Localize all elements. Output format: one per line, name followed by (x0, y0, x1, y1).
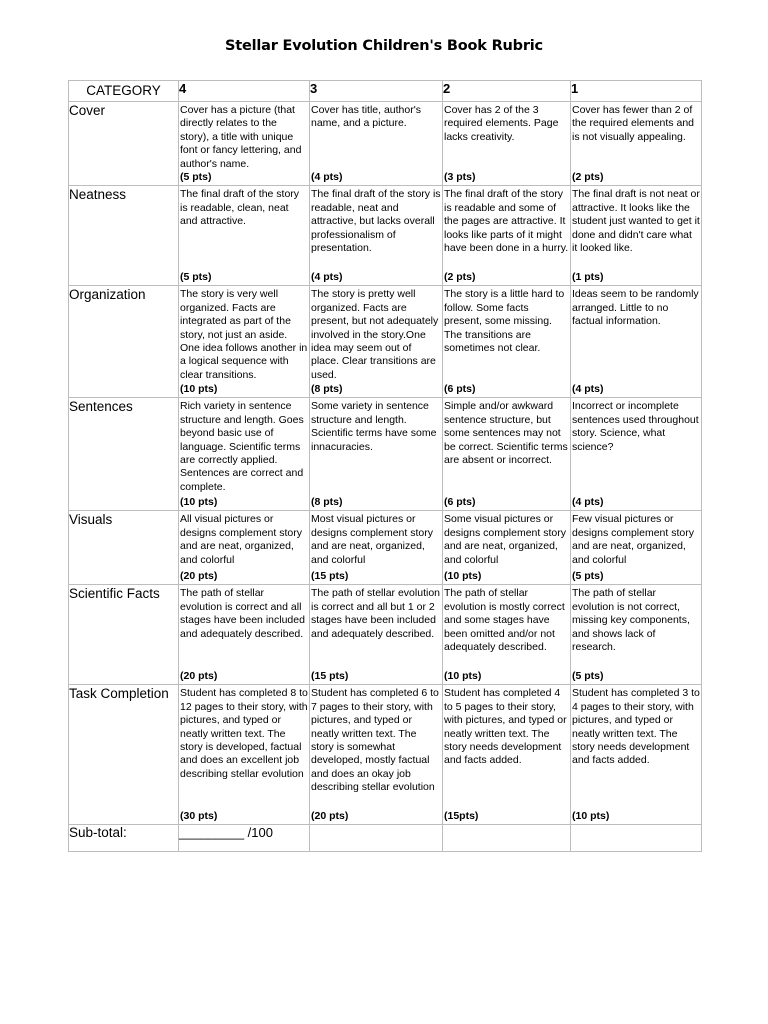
subtotal-empty-cell (571, 825, 702, 852)
table-row (69, 398, 702, 511)
category-label: Visuals (69, 511, 179, 585)
rubric-cell (571, 102, 702, 186)
rubric-cell (179, 102, 310, 186)
level-header-3: 3 (310, 81, 443, 102)
category-header: CATEGORY (69, 81, 179, 102)
document-title: Stellar Evolution Children's Book Rubric (225, 38, 543, 54)
criterion-description: The final draft of the story is readable and some of the pages are attractive. It looks like parts of it might have been done in a hurry. (444, 188, 569, 255)
rubric-cell (443, 511, 571, 585)
criterion-points: (4 pts) (572, 383, 604, 396)
rubric-cell-content (571, 186, 701, 285)
rubric-cell-content (310, 186, 442, 285)
level-header-2: 2 (443, 81, 571, 102)
criterion-points: (15 pts) (311, 670, 349, 683)
criterion-description: Some visual pictures or designs complement story and are neat, organized, and colorful (444, 513, 566, 566)
rubric-cell-content (571, 286, 701, 397)
criterion-description: Cover has title, author's name, and a picture. (311, 104, 421, 130)
category-label: Cover (69, 102, 179, 186)
criterion-description: Most visual pictures or designs complement story and are neat, organized, and colorful (311, 513, 433, 566)
subtotal-empty-cell (310, 825, 443, 852)
rubric-cell (443, 186, 571, 286)
rubric-cell-content (443, 102, 570, 185)
rubric-cell-content (179, 398, 309, 510)
rubric-cell (310, 585, 443, 685)
criterion-points: (5 pts) (180, 171, 212, 184)
subtotal-empty-cell (443, 825, 571, 852)
rubric-cell-content (310, 585, 442, 684)
subtotal-label: Sub-total: (69, 825, 179, 852)
criterion-description: Cover has a picture (that directly relates to the story), a title with unique font or fancy lettering, and author's name. (180, 104, 302, 170)
criterion-points: (10 pts) (444, 670, 482, 683)
criterion-points: (5 pts) (572, 670, 604, 683)
category-label: Scientific Facts (69, 585, 179, 685)
rubric-cell-content (571, 511, 701, 584)
criterion-points: (10 pts) (444, 570, 482, 583)
criterion-points: (3 pts) (444, 171, 476, 184)
category-label: Neatness (69, 186, 179, 286)
rubric-cell (310, 286, 443, 398)
rubric-cell-content (571, 685, 701, 824)
rubric-cell (443, 685, 571, 825)
criterion-description: The final draft of the story is readable, clean, neat and attractive. (180, 188, 300, 228)
table-row (69, 685, 702, 825)
criterion-description: The story is very well organized. Facts are integrated as part of the story, not just an aside. One idea follows another in a logical sequence with clear transitions. (180, 288, 308, 381)
rubric-cell-content (443, 286, 570, 397)
rubric-cell (571, 685, 702, 825)
criterion-description: Ideas seem to be randomly arranged. Little to no factual information. (572, 288, 699, 328)
criterion-description: The final draft is not neat or attractive. It looks like the student just wanted to get it done and didn't care what it looked like. (572, 188, 700, 255)
rubric-cell-content (310, 685, 442, 824)
level-header-1: 1 (571, 81, 702, 102)
header-row (69, 81, 702, 102)
criterion-points: (20 pts) (311, 810, 349, 823)
rubric-cell (179, 286, 310, 398)
criterion-points: (4 pts) (572, 496, 604, 509)
criterion-points: (10 pts) (180, 496, 218, 509)
rubric-cell (571, 286, 702, 398)
rubric-cell (310, 102, 443, 186)
rubric-cell-content (571, 398, 701, 510)
criterion-points: (4 pts) (311, 171, 343, 184)
rubric-cell-content (179, 511, 309, 584)
rubric-cell-content (571, 585, 701, 684)
rubric-cell (443, 585, 571, 685)
criterion-points: (4 pts) (311, 271, 343, 284)
rubric-cell (179, 398, 310, 511)
criterion-points: (1 pts) (572, 271, 604, 284)
rubric-table (68, 80, 702, 852)
rubric-cell (443, 286, 571, 398)
criterion-points: (20 pts) (180, 670, 218, 683)
rubric-cell (571, 186, 702, 286)
criterion-description: Student has completed 4 to 5 pages to their story, with pictures, and typed or neatly written text. The story needs development and facts added. (444, 687, 567, 767)
rubric-cell (571, 585, 702, 685)
criterion-description: The final draft of the story is readable, neat and attractive, but lacks overall professionalism of presentation. (311, 188, 441, 255)
criterion-description: Student has completed 6 to 7 pages to their story, with pictures, and typed or neatly written text. The story is somewhat developed, mostly factual and does an okay job describing stellar evolution (311, 687, 439, 794)
rubric-cell-content (310, 286, 442, 397)
criterion-points: (15pts) (444, 810, 479, 823)
subtotal-row (69, 825, 702, 852)
criterion-points: (5 pts) (180, 271, 212, 284)
rubric-cell (310, 685, 443, 825)
criterion-description: The path of stellar evolution is correct and all stages have been included and adequately described. (180, 587, 305, 640)
criterion-points: (30 pts) (180, 810, 218, 823)
rubric-cell (310, 511, 443, 585)
criterion-description: The path of stellar evolution is mostly correct and some stages have been omitted and/or not adequately described. (444, 587, 565, 654)
criterion-points: (8 pts) (311, 383, 343, 396)
criterion-points: (6 pts) (444, 383, 476, 396)
rubric-cell (443, 102, 571, 186)
rubric-cell-content (179, 685, 309, 824)
criterion-points: (10 pts) (180, 383, 218, 396)
rubric-cell (443, 398, 571, 511)
criterion-description: The story is pretty well organized. Facts are present, but not adequately involved in the story.One idea may seem out of place. Clear transitions are used. (311, 288, 439, 381)
rubric-cell (571, 511, 702, 585)
rubric-cell-content (443, 685, 570, 824)
rubric-cell-content (443, 186, 570, 285)
criterion-points: (20 pts) (180, 570, 218, 583)
category-label: Organization (69, 286, 179, 398)
criterion-description: Few visual pictures or designs complement story and are neat, organized, and colorful (572, 513, 694, 566)
criterion-description: Student has completed 8 to 12 pages to their story, with pictures, and typed or neatly written text. The story is developed, factual and does an excellent job describing stellar evolution (180, 687, 308, 780)
criterion-description: Student has completed 3 to 4 pages to their story, with pictures, and typed or neatly written text. The story needs development and facts added. (572, 687, 700, 767)
rubric-cell-content (443, 398, 570, 510)
rubric-cell-content (310, 511, 442, 584)
criterion-description: All visual pictures or designs complement story and are neat, organized, and colorful (180, 513, 302, 566)
rubric-cell (310, 186, 443, 286)
rubric-cell-content (571, 102, 701, 185)
criterion-description: Simple and/or awkward sentence structure, but some sentences may not be correct. Scientific terms are absent or incorrect. (444, 400, 568, 467)
rubric-cell (179, 685, 310, 825)
criterion-points: (2 pts) (572, 171, 604, 184)
category-label: Sentences (69, 398, 179, 511)
rubric-body (69, 102, 702, 852)
table-row (69, 585, 702, 685)
criterion-description: Some variety in sentence structure and length. Scientific terms have some innacuracies. (311, 400, 437, 453)
criterion-description: The path of stellar evolution is correct and all but 1 or 2 stages have been included and adequately described. (311, 587, 440, 640)
level-header-4: 4 (179, 81, 310, 102)
criterion-points: (15 pts) (311, 570, 349, 583)
rubric-cell-content (179, 186, 309, 285)
rubric-cell-content (179, 102, 309, 185)
table-row (69, 102, 702, 186)
rubric-cell-content (443, 585, 570, 684)
criterion-description: Incorrect or incomplete sentences used throughout story. Science, what science? (572, 400, 699, 453)
criterion-description: The path of stellar evolution is not correct, missing key components, and shows lack of research. (572, 587, 690, 654)
criterion-points: (2 pts) (444, 271, 476, 284)
criterion-points: (5 pts) (572, 570, 604, 583)
criterion-description: Cover has 2 of the 3 required elements. Page lacks creativity. (444, 104, 559, 143)
rubric-cell-content (443, 511, 570, 584)
rubric-cell (571, 398, 702, 511)
rubric-cell (179, 186, 310, 286)
criterion-points: (8 pts) (311, 496, 343, 509)
rubric-cell (179, 511, 310, 585)
criterion-description: Cover has fewer than 2 of the required elements and is not visually appealing. (572, 104, 694, 143)
table-row (69, 186, 702, 286)
rubric-cell (179, 585, 310, 685)
subtotal-score: _________ /100 (179, 825, 310, 852)
criterion-description: The story is a little hard to follow. Some facts present, some missing. The transitions are sometimes not clear. (444, 288, 565, 355)
table-row (69, 511, 702, 585)
criterion-points: (10 pts) (572, 810, 610, 823)
criterion-description: Rich variety in sentence structure and length. Goes beyond basic use of language. Scientific terms are correctly applied. Sentences are correct and complete. (180, 400, 304, 493)
rubric-cell (310, 398, 443, 511)
rubric-cell-content (179, 585, 309, 684)
rubric-cell-content (179, 286, 309, 397)
category-label: Task Completion (69, 685, 179, 825)
criterion-points: (6 pts) (444, 496, 476, 509)
table-row (69, 286, 702, 398)
rubric-cell-content (310, 102, 442, 185)
rubric-cell-content (310, 398, 442, 510)
